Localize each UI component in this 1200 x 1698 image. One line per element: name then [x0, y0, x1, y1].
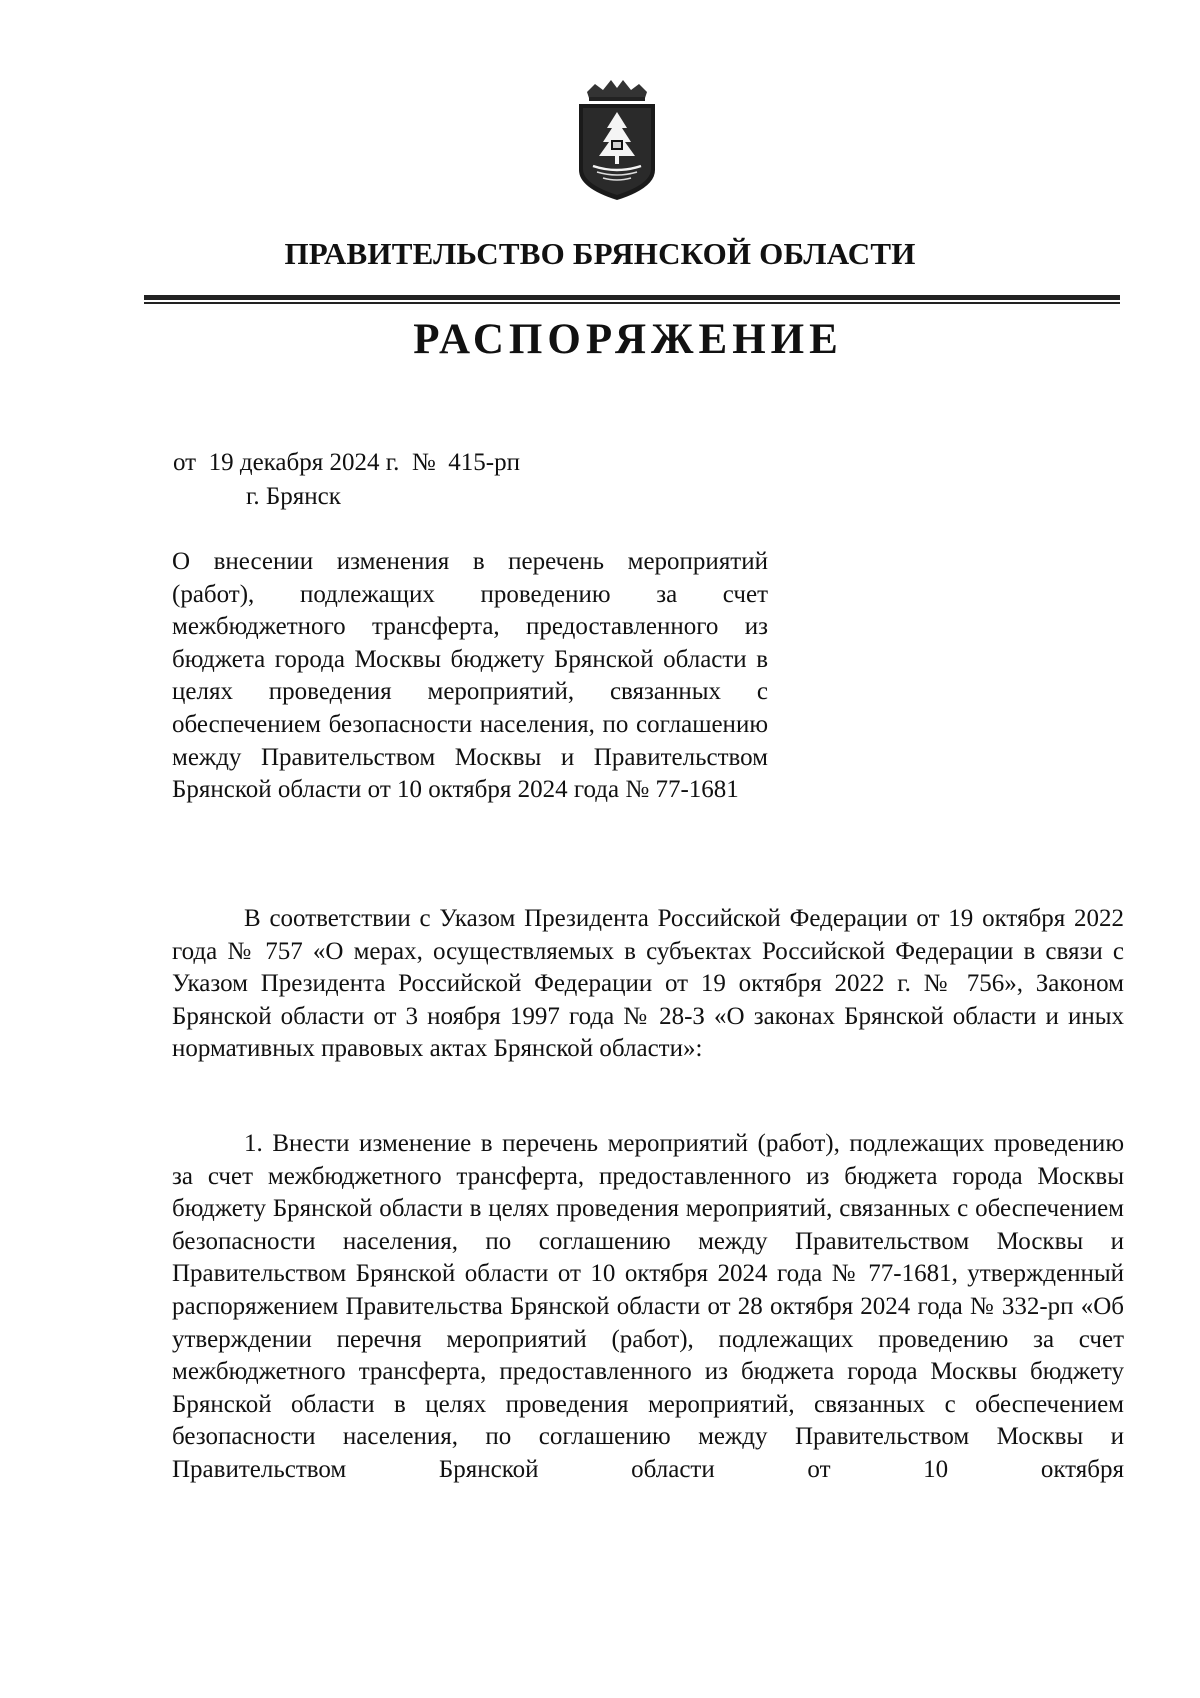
- date-number-line: от 19 декабря 2024 г. № 415-рп: [173, 449, 520, 476]
- government-title: ПРАВИТЕЛЬСТВО БРЯНСКОЙ ОБЛАСТИ: [284, 236, 916, 271]
- item-1-paragraph: 1. Внести изменение в перечень мероприятий (работ), подлежащих проведению за счет межбюджетного трансферта, предоставленного из бюджета города Москвы бюджету Брянской области в целях проведения мероприятий, связанных с обеспечением безопасности населения, по соглашению между Правительством Москвы и Правительством Брянской области от 10 октября 2024 года № 77-1681, утвержденный распоряжением Правительства Брянской области от 28 октября 2024 года № 332-рп «Об утверждении перечня мероприятий (работ), подлежащих проведению за счет межбюджетного трансферта, предоставленного из бюджета города Москвы бюджету Брянской области в целях проведения мероприятий, связанных с обеспечением безопасности населения, по соглашению между Правительством Москвы и Правительством Брянской области от 10 октября: [172, 1130, 1124, 1483]
- coat-of-arms-emblem: [573, 78, 661, 208]
- preamble-paragraph: В соответствии с Указом Президента Российской Федерации от 19 октября 2022 года № 757 «О мерах, осуществляемых в субъектах Российской Федерации в связи с Указом Президента Российской Федерации от 19 октября 2022 г. № 756», Законом Брянской области от 3 ноября 1997 года № 28-З «О законах Брянской области и иных нормативных правовых актах Брянской области»:: [172, 905, 1124, 1063]
- document-type-title: РАСПОРЯЖЕНИЕ: [413, 316, 843, 363]
- header-divider-thick: [144, 295, 1120, 300]
- document-subject: О внесении изменения в перечень мероприятий (работ), подлежащих проведению за счет межбюджетного трансферта, предоставленного из бюджета города Москвы бюджету Брянской области в целях проведения мероприятий, связанных с обеспечением безопасности населения, по соглашению между Правительством Москвы и Правительством Брянской области от 10 октября 2024 года № 77-1681: [172, 548, 768, 804]
- header-divider-thin: [144, 302, 1120, 304]
- city-line: г. Брянск: [246, 483, 341, 510]
